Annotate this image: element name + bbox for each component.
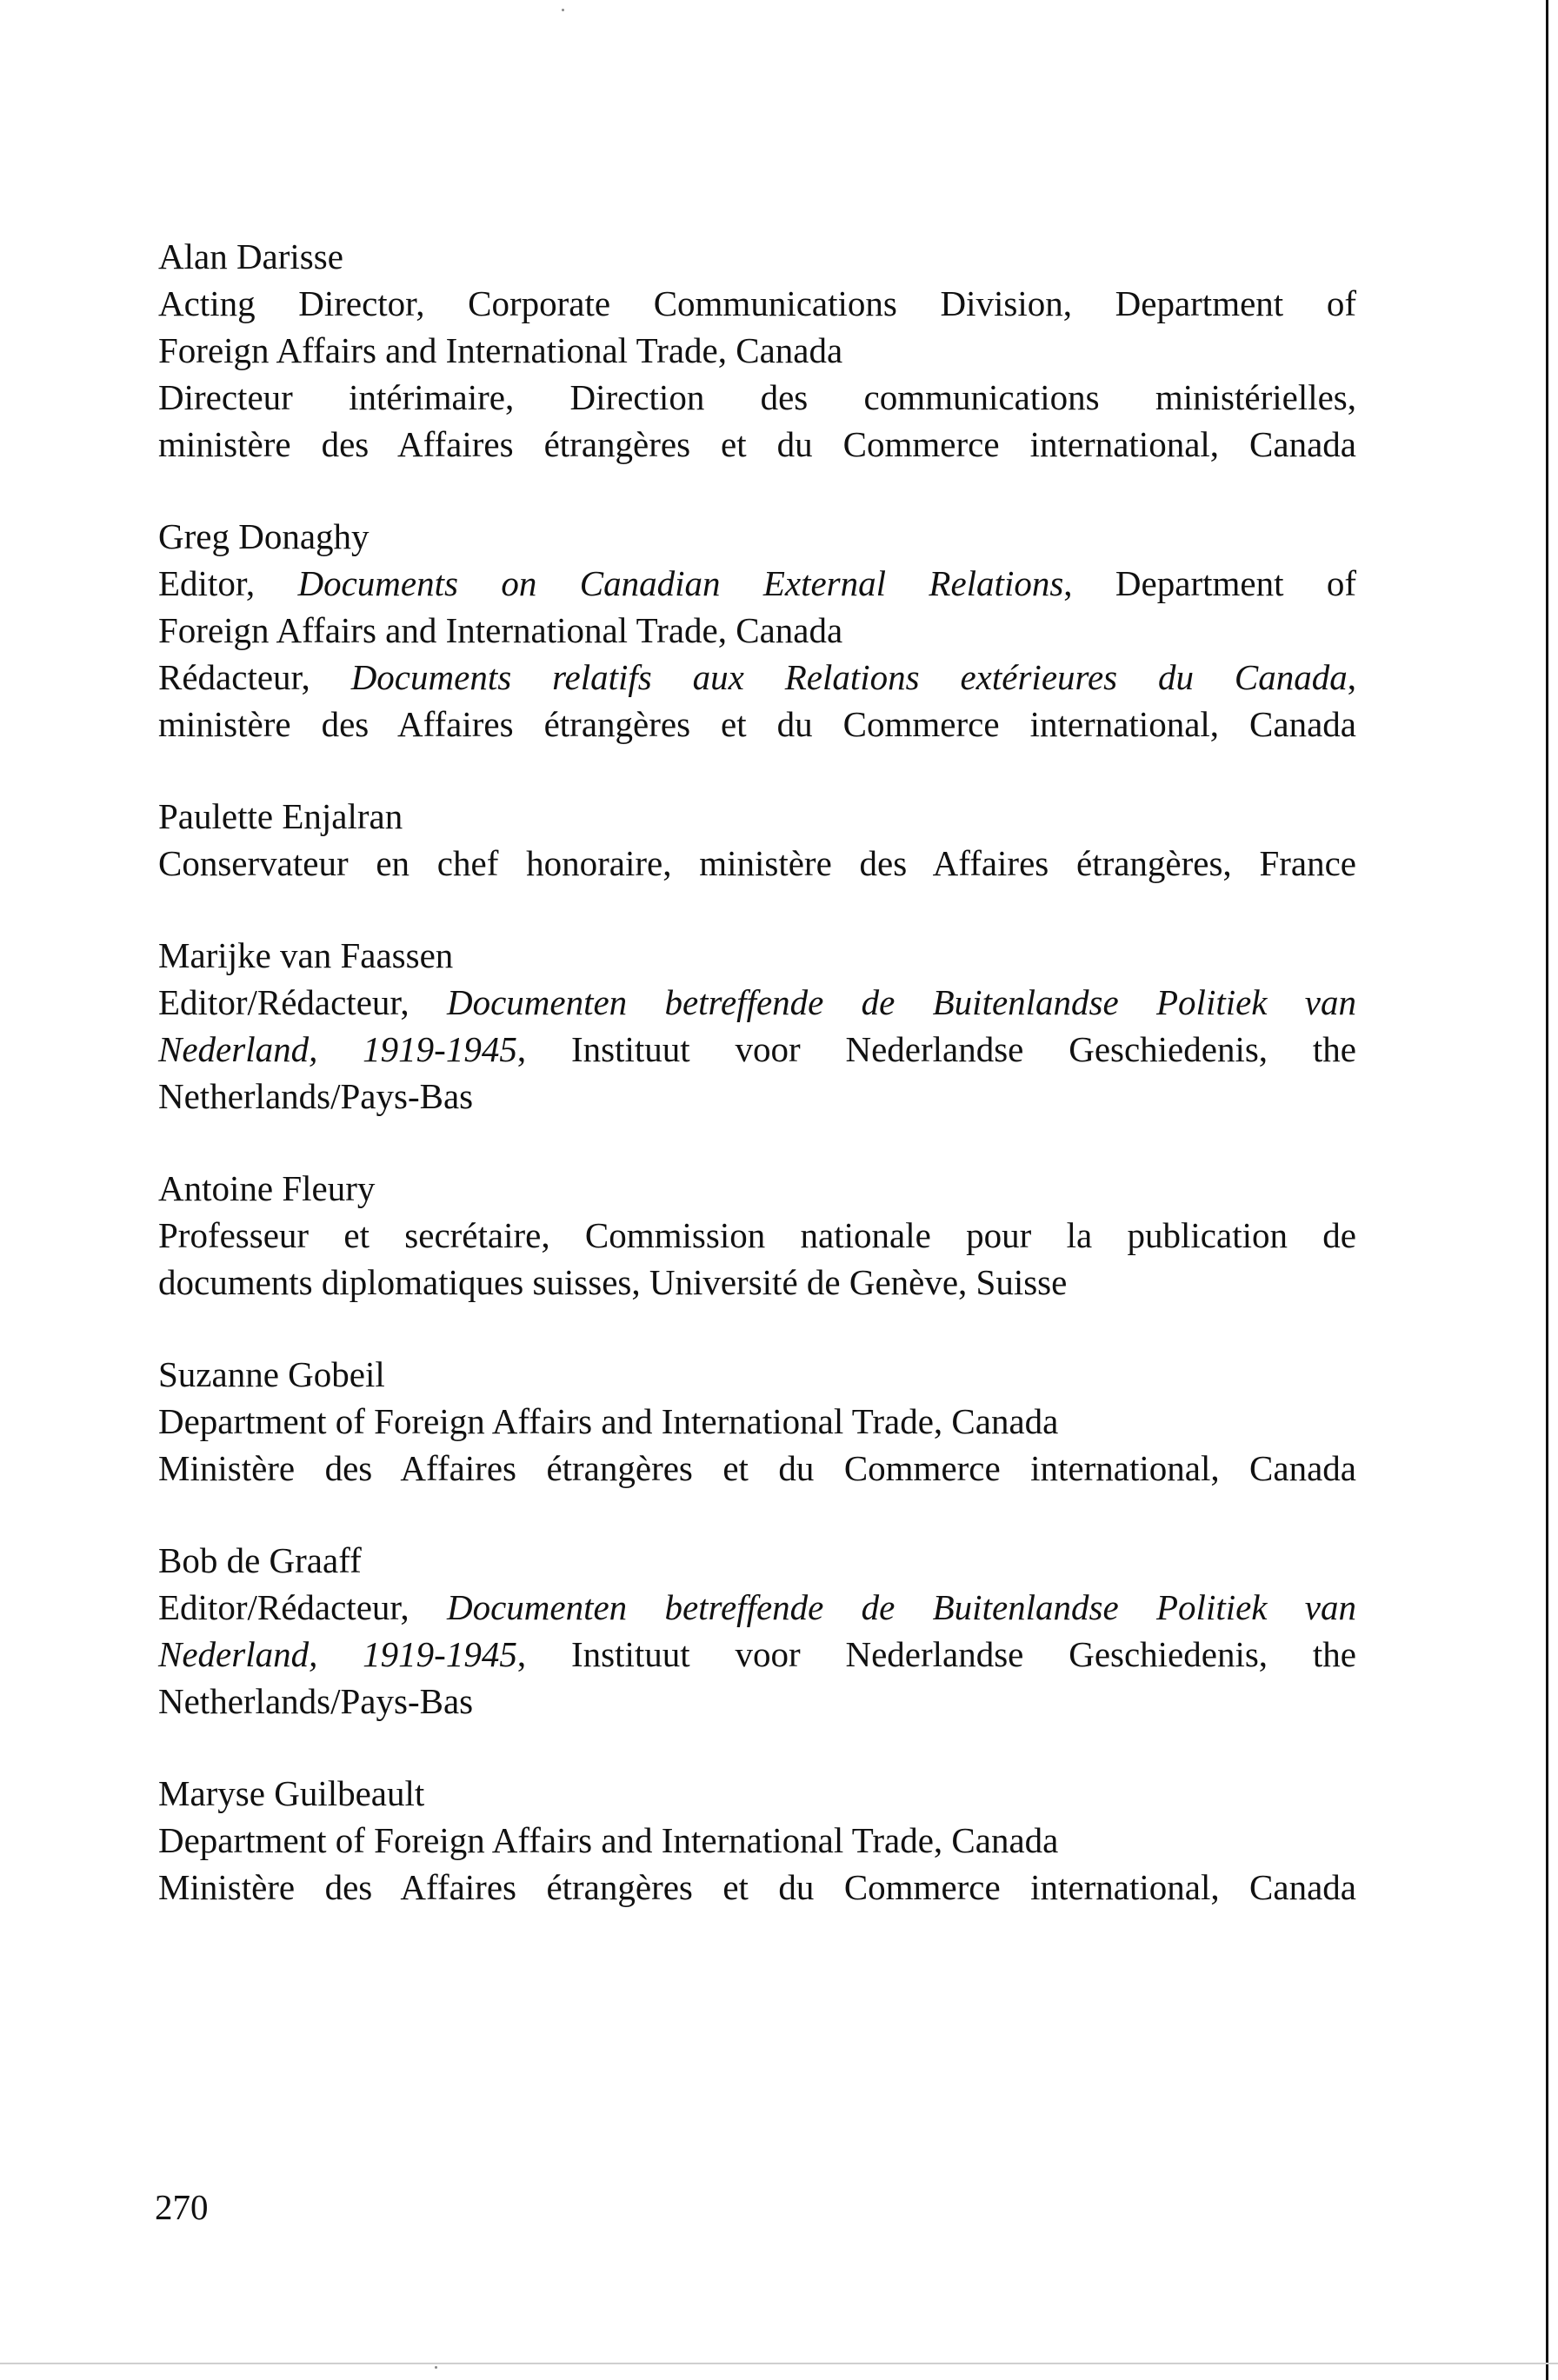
entry-name: Bob de Graaff	[158, 1540, 362, 1580]
entry-text: Rédacteur,	[158, 657, 351, 697]
entry-line	[158, 979, 1356, 1026]
entry-greg-donaghy	[158, 513, 1356, 748]
entry-name: Antoine Fleury	[158, 1168, 376, 1208]
scan-speck	[435, 2366, 437, 2369]
entry-antoine-fleury	[158, 1165, 1356, 1306]
entry-text: , Instituut voor Nederlandse Geschiedenis, the	[516, 1029, 1356, 1069]
entry-text: Editor/Rédacteur,	[158, 1587, 447, 1627]
entry-maryse-guilbeault	[158, 1770, 1356, 1911]
document-body	[158, 233, 1356, 1956]
entry-line	[158, 1026, 1356, 1073]
entry-line	[158, 560, 1356, 607]
entry-line: Netherlands/Pays-Bas	[158, 1681, 474, 1721]
page-edge	[1546, 0, 1548, 2380]
entry-text: ,	[1347, 657, 1356, 697]
entry-line: Foreign Affairs and International Trade, Canada	[158, 330, 843, 370]
entry-line: Foreign Affairs and International Trade, Canada	[158, 610, 843, 650]
entry-line: Acting Director, Corporate Communications Division, Department of	[158, 283, 1356, 323]
entry-line: documents diplomatiques suisses, Université de Genève, Suisse	[158, 1262, 1068, 1302]
entry-name: Marijke van Faassen	[158, 935, 454, 975]
publication-title: Documenten betreffende de Buitenlandse Politiek van	[446, 982, 1356, 1022]
entry-line: Conservateur en chef honoraire, ministère des Affaires étrangères, France	[158, 843, 1356, 883]
entry-text: , Instituut voor Nederlandse Geschiedenis, the	[516, 1634, 1356, 1674]
entry-line: Department of Foreign Affairs and International Trade, Canada	[158, 1401, 1059, 1441]
entry-text: , Department of	[1063, 563, 1357, 603]
entry-marijke-van-faassen	[158, 932, 1356, 1120]
entry-name: Alan Darisse	[158, 236, 343, 276]
entry-bob-de-graaff	[158, 1537, 1356, 1725]
entry-line	[158, 654, 1356, 701]
entry-name: Paulette Enjalran	[158, 796, 403, 836]
entry-line: Ministère des Affaires étrangères et du Commerce international, Canada	[158, 1448, 1356, 1488]
publication-title: Documenten betreffende de Buitenlandse Politiek van	[446, 1587, 1356, 1627]
entry-name: Maryse Guilbeault	[158, 1773, 425, 1813]
entry-line	[158, 1584, 1356, 1631]
entry-line: Netherlands/Pays-Bas	[158, 1076, 474, 1116]
entry-line: Professeur et secrétaire, Commission nationale pour la publication de	[158, 1215, 1356, 1255]
entry-suzanne-gobeil	[158, 1351, 1356, 1492]
publication-title: Documents relatifs aux Relations extérieures du Canada	[350, 657, 1348, 697]
entry-line: ministère des Affaires étrangères et du Commerce international, Canada	[158, 704, 1356, 744]
entry-paulette-enjalran	[158, 793, 1356, 887]
entry-line: Department of Foreign Affairs and International Trade, Canada	[158, 1820, 1059, 1860]
entry-text: Editor,	[158, 563, 298, 603]
entry-line: ministère des Affaires étrangères et du Commerce international, Canada	[158, 424, 1356, 464]
entry-alan-darisse	[158, 233, 1356, 468]
scan-speck	[562, 9, 564, 11]
entry-line: Ministère des Affaires étrangères et du Commerce international, Canada	[158, 1867, 1356, 1907]
entry-name: Greg Donaghy	[158, 516, 370, 556]
publication-title: Documents on Canadian External Relations	[297, 563, 1064, 603]
entry-line	[158, 1631, 1356, 1678]
publication-title: Nederland, 1919-1945	[158, 1634, 517, 1674]
entry-line: Directeur intérimaire, Direction des communications ministérielles,	[158, 377, 1356, 417]
publication-title: Nederland, 1919-1945	[158, 1029, 517, 1069]
bottom-rule	[0, 2363, 1558, 2364]
page-number: 270	[155, 2187, 209, 2227]
entry-text: Editor/Rédacteur,	[158, 982, 447, 1022]
entry-name: Suzanne Gobeil	[158, 1354, 385, 1394]
